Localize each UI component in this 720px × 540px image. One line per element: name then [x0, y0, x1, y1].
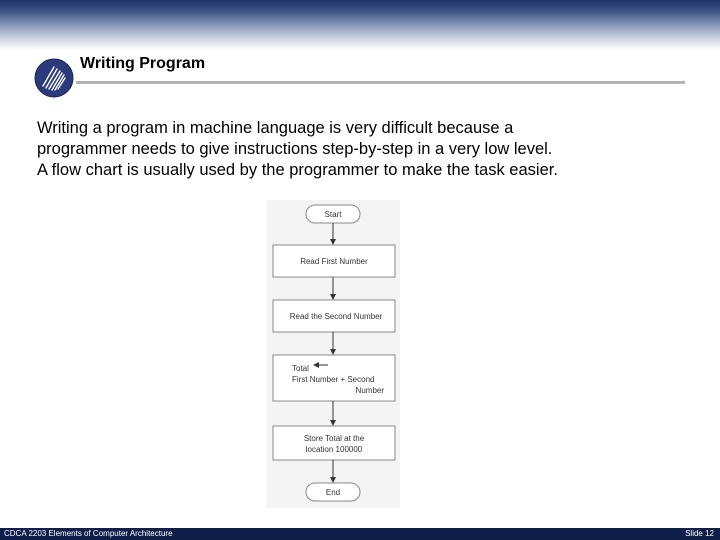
process-store-line1: Store Total at the	[303, 434, 365, 443]
process-total-line3: Number	[355, 386, 384, 395]
title-divider	[76, 81, 685, 84]
university-logo-icon	[34, 58, 74, 98]
footer-bar	[0, 528, 720, 540]
footer-slide-number: Slide 12	[685, 529, 714, 538]
slide-title: Writing Program	[80, 55, 206, 72]
process-total-line2: First Number + Second	[292, 375, 375, 384]
header-gradient-band	[0, 0, 720, 50]
process-store-total	[273, 426, 395, 460]
flowchart-diagram	[266, 200, 400, 508]
body-line: programmer needs to give instructions step-by-step in a very low level.	[37, 140, 553, 158]
body-line: Writing a program in machine language is very difficult because a	[37, 119, 514, 137]
end-label: End	[325, 488, 341, 497]
body-paragraph	[37, 118, 677, 181]
footer-course-title: CDCA 2203 Elements of Computer Architecture	[4, 529, 173, 538]
body-line: A flow chart is usually used by the programmer to make the task easier.	[37, 161, 558, 179]
start-label: Start	[324, 210, 342, 219]
process-read-second-label: Read the Second Number	[289, 312, 383, 321]
process-total-line1: Total	[292, 364, 309, 373]
process-store-line2: location 100000	[305, 445, 363, 454]
process-read-first-label: Read First Number	[300, 257, 368, 266]
